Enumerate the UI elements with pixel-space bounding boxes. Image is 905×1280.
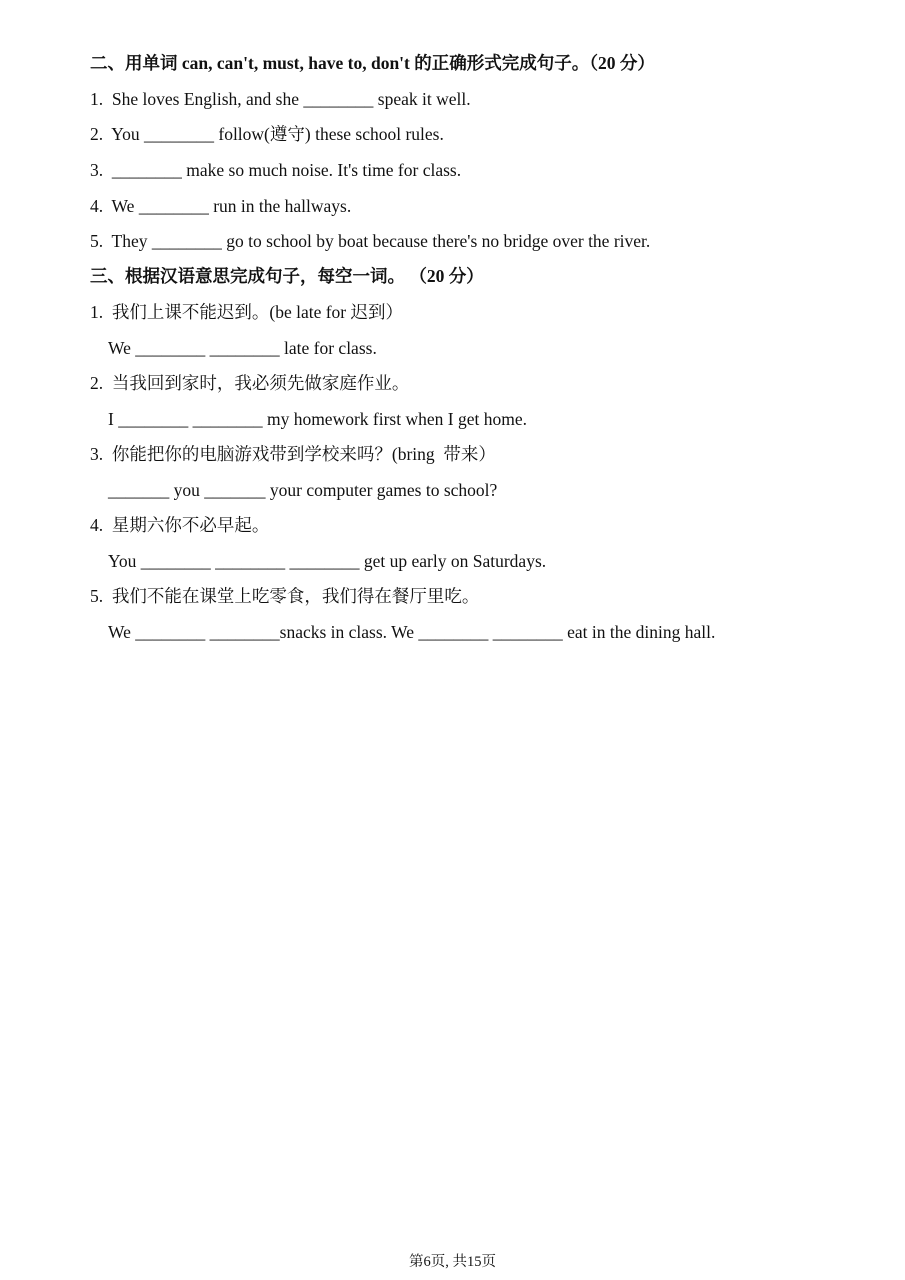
section3-item-5-answer: We ________ ________snacks in class. We ________ ________ eat in the dining hall. xyxy=(108,622,716,642)
section2-item-5: 5. They ________ go to school by boat because there's no bridge over the river. xyxy=(90,231,651,251)
section3-item-4-answer: You ________ ________ ________ get up early on Saturdays. xyxy=(108,551,547,571)
section2-item-2: 2. You ________ follow(遵守) these school rules. xyxy=(90,124,444,144)
section3-item-4-prompt: 4. 星期六你不必早起。 xyxy=(90,515,270,535)
section3-heading: 三、根据汉语意思完成句子，每空一词。 （20 分） xyxy=(90,266,484,286)
section2-item-4: 4. We ________ run in the hallways. xyxy=(90,196,352,216)
page-number: 第6页, 共15页 xyxy=(409,1254,496,1270)
section2-item-3: 3. ________ make so much noise. It's time for class. xyxy=(90,160,462,180)
section3-item-1-prompt: 1. 我们上课不能迟到。(be late for 迟到） xyxy=(90,302,404,322)
section3-item-3-prompt: 3. 你能把你的电脑游戏带到学校来吗？(bring 带来） xyxy=(90,444,496,464)
section2-item-1: 1. She loves English, and she ________ speak it well. xyxy=(90,89,471,109)
section3-item-3-answer: _______ you _______ your computer games to school? xyxy=(108,480,498,500)
section2-heading: 二、用单词 can, can't, must, have to, don't 的正确形式完成句子。（20 分） xyxy=(90,53,655,73)
section3-item-2-prompt: 2. 当我回到家时，我必须先做家庭作业。 xyxy=(90,373,410,393)
section3-item-1-answer: We ________ ________ late for class. xyxy=(108,338,377,358)
section3-item-2-answer: I ________ ________ my homework first when I get home. xyxy=(108,409,527,429)
section3-item-5-prompt: 5. 我们不能在课堂上吃零食，我们得在餐厅里吃。 xyxy=(90,586,480,606)
